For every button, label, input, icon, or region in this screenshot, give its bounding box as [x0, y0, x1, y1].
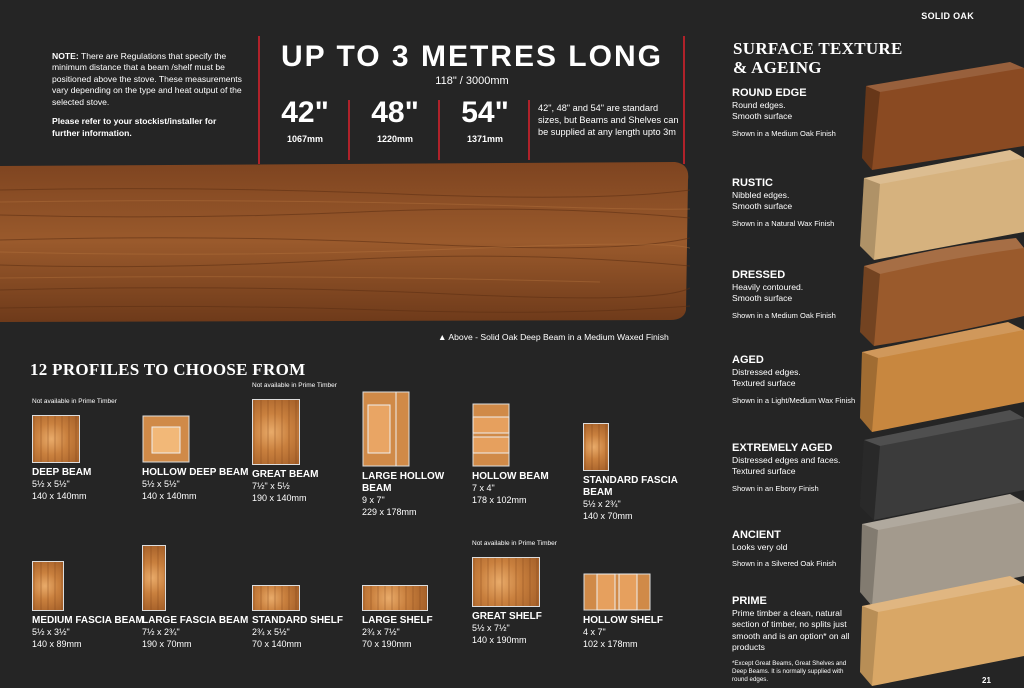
- note-refer: Please refer to your stockist/installer for further information.: [52, 116, 217, 138]
- standard-fascia-beam-icon: [583, 423, 609, 471]
- profile-inches: 5½ x 5½": [142, 479, 180, 489]
- finish-shown: Shown in an Ebony Finish: [732, 483, 819, 493]
- profile-mm: 190 x 140mm: [252, 492, 307, 503]
- finish-desc: Textured surface: [732, 466, 796, 477]
- availability-note: [142, 398, 254, 415]
- finish-desc: Distressed edges.: [732, 367, 801, 378]
- finish-shown: Shown in a Medium Oak Finish: [732, 128, 836, 138]
- hollow-beam-icon: [472, 403, 510, 467]
- divider-line: [683, 36, 685, 164]
- great-shelf-icon: [472, 557, 540, 607]
- finish-aged: [732, 353, 862, 405]
- profile-mm: 140 x 140mm: [32, 490, 87, 501]
- profile-name: LARGE HOLLOW BEAM: [362, 471, 445, 494]
- note-text: There are Regulations that specify the minimum distance that a beam /shelf must be positioned above the stove. These measurements vary depending on the type and heat output of the selected stove.: [52, 51, 242, 107]
- profile-name: GREAT BEAM: [252, 469, 319, 480]
- profile-mm: 140 x 70mm: [583, 510, 633, 521]
- availability-note: [362, 374, 474, 391]
- finish-name: PRIME: [732, 595, 767, 607]
- finish-desc: Round edges.: [732, 100, 786, 111]
- profile-name: LARGE FASCIA BEAM: [142, 615, 249, 626]
- profile-inches: 5½ x 5½": [32, 479, 70, 489]
- finish-shown: Shown in a Light/Medium Wax Finish: [732, 395, 856, 405]
- profile-mm: 70 x 190mm: [362, 638, 412, 649]
- profile-inches: 7½ x 2¾": [142, 627, 180, 637]
- finish-name: RUSTIC: [732, 177, 773, 189]
- finish-desc: Smooth surface: [732, 293, 793, 304]
- profile-mm: 102 x 178mm: [583, 638, 638, 649]
- finish-extremely-aged: [732, 441, 862, 493]
- great-beam-icon: [252, 399, 300, 465]
- large-shelf-icon: [362, 585, 428, 611]
- finish-desc: Prime timber a clean, natural section of timber, no splits just smooth and is an option* on all products: [732, 608, 850, 652]
- finish-shown: Shown in a Silvered Oak Finish: [732, 559, 837, 569]
- finish-name: DRESSED: [732, 269, 786, 281]
- finish-desc: Nibbled edges.: [732, 190, 790, 201]
- profile-standard-shelf: [252, 568, 364, 650]
- surface-title-line1: SURFACE TEXTURE: [733, 39, 903, 58]
- profile-hollow-beam: [472, 386, 584, 506]
- profile-inches: 5½ x 7½": [472, 623, 510, 633]
- availability-note: [472, 386, 584, 403]
- size-mm: 1371mm: [466, 134, 504, 144]
- profile-hollow-deep-beam: [142, 398, 254, 502]
- large-fascia-beam-icon: [142, 545, 166, 611]
- note-label: NOTE:: [52, 51, 79, 61]
- availability-note: Not available in Prime Timber: [32, 398, 117, 405]
- profile-inches: 9 x 7": [362, 495, 385, 505]
- profiles-title: 12 PROFILES TO CHOOSE FROM: [30, 360, 306, 379]
- prime-sample: [860, 576, 1024, 686]
- size-mm: 1067mm: [286, 134, 324, 144]
- profile-name: LARGE SHELF: [362, 615, 433, 626]
- profile-mm: 140 x 140mm: [142, 490, 197, 501]
- finish-rustic: [732, 176, 862, 228]
- profile-name: MEDIUM FASCIA BEAM: [32, 615, 144, 626]
- profile-large-fascia-beam: [142, 528, 254, 650]
- profile-standard-fascia-beam: [583, 406, 695, 522]
- profile-deep-beam: [32, 398, 144, 502]
- availability-note: [362, 568, 474, 585]
- finish-dressed: [732, 268, 862, 320]
- profile-name: GREAT SHELF: [472, 611, 542, 622]
- profile-inches: 2¾ x 7½": [362, 627, 400, 637]
- profile-mm: 140 x 89mm: [32, 638, 82, 649]
- profile-mm: 70 x 140mm: [252, 638, 302, 649]
- availability-note: [142, 528, 254, 545]
- profile-name: HOLLOW DEEP BEAM: [142, 467, 249, 478]
- size-48: [350, 98, 440, 144]
- hollow-deep-beam-icon: [142, 415, 190, 463]
- availability-note: [252, 568, 364, 585]
- size-inches: 48": [371, 96, 419, 129]
- profile-name: STANDARD SHELF: [252, 615, 343, 626]
- size-mm: 1220mm: [376, 134, 414, 144]
- page-number: 21: [982, 676, 991, 685]
- profile-mm: 190 x 70mm: [142, 638, 192, 649]
- availability-note: [583, 406, 695, 423]
- finish-desc: Smooth surface: [732, 201, 793, 212]
- profile-inches: 5½ x 3½": [32, 627, 70, 637]
- beam-caption: ▲ Above - Solid Oak Deep Beam in a Medium Waxed Finish: [438, 332, 669, 342]
- availability-note: [32, 544, 144, 561]
- section-label: SOLID OAK: [921, 11, 974, 21]
- standard-shelf-icon: [252, 585, 300, 611]
- finish-name: ROUND EDGE: [732, 87, 807, 99]
- profile-name: HOLLOW BEAM: [472, 471, 549, 482]
- profile-mm: 229 x 178mm: [362, 506, 417, 517]
- availability-note: Not available in Prime Timber: [252, 382, 337, 389]
- prime-footnote: *Except Great Beams, Great Shelves and Deep Beams. It is normally supplied with round edges.: [732, 660, 847, 683]
- finish-desc: Textured surface: [732, 378, 796, 389]
- size-54: [440, 98, 530, 144]
- finish-desc: Distressed edges and faces.: [732, 455, 841, 466]
- profile-name: STANDARD FASCIA BEAM: [583, 475, 678, 498]
- finish-shown: Shown in a Medium Oak Finish: [732, 310, 836, 320]
- finish-desc: Looks very old: [732, 542, 788, 553]
- size-inches: 54": [461, 96, 509, 129]
- medium-fascia-beam-icon: [32, 561, 64, 611]
- finish-round-edge: [732, 86, 862, 138]
- profile-great-beam: [252, 382, 364, 504]
- availability-note: Not available in Prime Timber: [472, 540, 557, 547]
- profile-inches: 5½ x 2¾": [583, 499, 621, 509]
- profile-inches: 2¾ x 5½": [252, 627, 290, 637]
- profile-great-shelf: [472, 540, 584, 646]
- profile-large-shelf: [362, 568, 474, 650]
- oak-beam-image: [0, 160, 690, 322]
- deep-beam-icon: [32, 415, 80, 463]
- size-inches: 42": [281, 96, 329, 129]
- finish-name: EXTREMELY AGED: [732, 442, 833, 454]
- size-note: 42", 48" and 54" are standard sizes, but Beams and Shelves can be supplied at any length upto 3m: [538, 103, 679, 137]
- size-42: [260, 98, 350, 144]
- finish-name: AGED: [732, 354, 764, 366]
- profile-mm: 178 x 102mm: [472, 494, 527, 505]
- profile-mm: 140 x 190mm: [472, 634, 527, 645]
- profile-name: HOLLOW SHELF: [583, 615, 663, 626]
- surface-title-line2: & AGEING: [733, 57, 822, 77]
- profile-inches: 7½" x 5½: [252, 481, 290, 491]
- finish-shown: Shown in a Natural Wax Finish: [732, 218, 835, 228]
- finish-name: ANCIENT: [732, 529, 781, 541]
- large-hollow-beam-icon: [362, 391, 410, 467]
- finish-ancient: [732, 528, 862, 569]
- profile-inches: 4 x 7": [583, 627, 606, 637]
- profile-name: DEEP BEAM: [32, 467, 92, 478]
- finish-prime: [732, 594, 854, 653]
- availability-note: [583, 556, 695, 573]
- length-headline: UP TO 3 METRES LONG: [281, 40, 663, 73]
- finish-desc: Heavily contoured.: [732, 282, 804, 293]
- length-subheading: 118" / 3000mm: [435, 75, 509, 87]
- hollow-shelf-icon: [583, 573, 651, 611]
- profile-medium-fascia-beam: [32, 544, 144, 650]
- finish-desc: Smooth surface: [732, 111, 793, 122]
- profile-hollow-shelf: [583, 556, 695, 650]
- regulations-note: [52, 51, 244, 139]
- profile-inches: 7 x 4": [472, 483, 495, 493]
- profile-large-hollow-beam: [362, 374, 474, 518]
